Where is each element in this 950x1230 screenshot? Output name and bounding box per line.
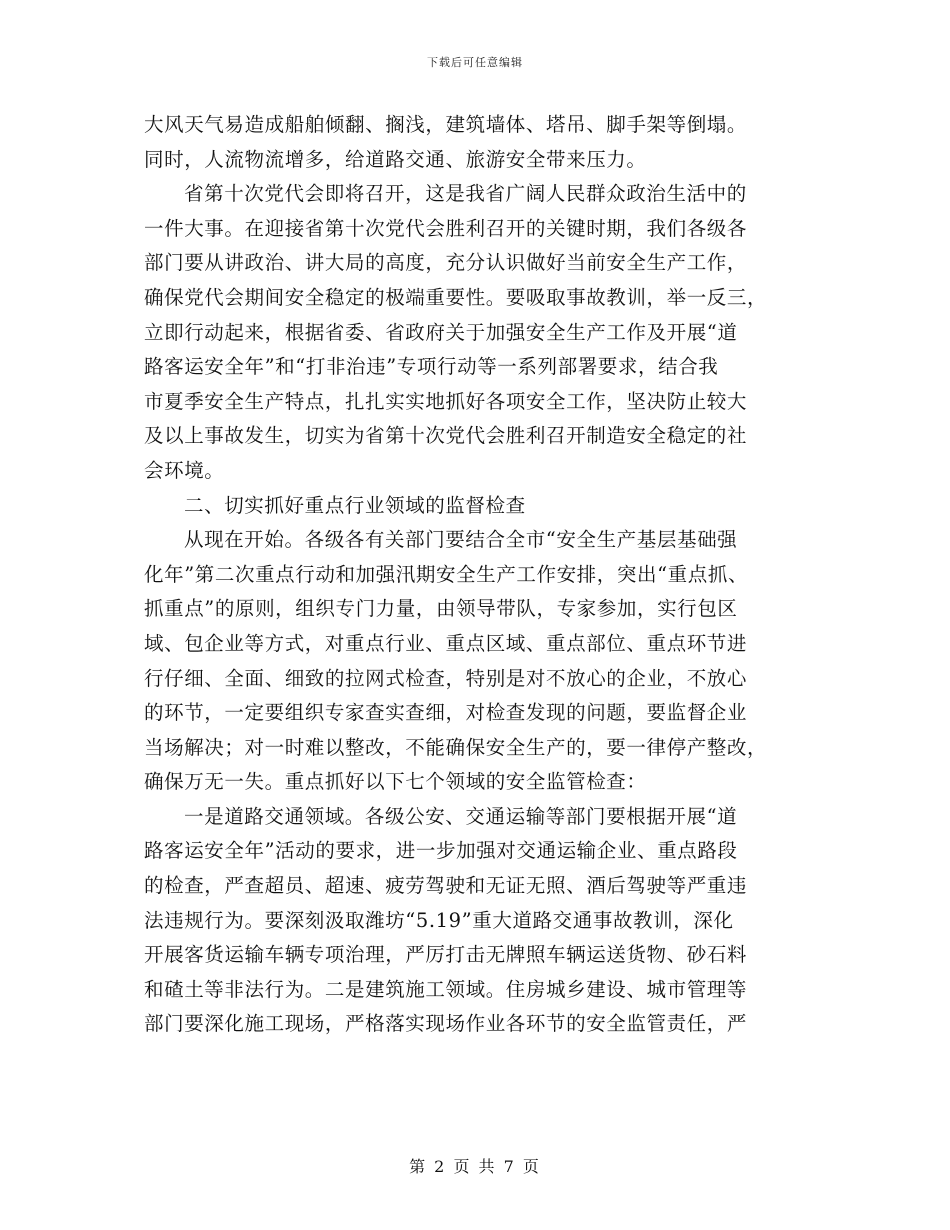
text-line: 会环境。	[144, 458, 225, 482]
text-line: 省第十次党代会即将召开，这是我省广阔人民群众政治生活中的	[184, 182, 747, 206]
text-line: 当场解决；对一时难以整改，不能确保安全生产的，要一律停产整改，	[144, 735, 768, 759]
text-line: 市夏季安全生产特点，扎扎实实地抓好各项安全工作，坚决防止较大	[144, 389, 748, 413]
page-footer: 第 2 页 共 7 页	[409, 1157, 541, 1176]
text-line: 路客运安全年”和“打非治违”专项行动等一系列部署要求，结合我	[144, 355, 719, 379]
text-line: 化年”第二次重点行动和加强汛期安全生产工作安排，突出“重点抓、	[144, 562, 749, 586]
text-line: 立即行动起来，根据省委、省政府关于加强安全生产工作及开展“道	[144, 320, 738, 344]
text-line: 和碴土等非法行为。二是建筑施工领域。住房城乡建设、城市管理等	[144, 977, 748, 1001]
text-line: 确保万无一失。重点抓好以下七个领域的安全监管检查：	[144, 770, 647, 794]
text-line: 一是道路交通领域。各级公安、交通运输等部门要根据开展“道	[184, 804, 738, 828]
text-line: 的检查，严查超员、超速、疲劳驾驶和无证无照、酒后驾驶等严重违	[144, 874, 748, 898]
text-line: 路客运安全年”活动的要求，进一步加强对交通运输企业、重点路段	[144, 839, 738, 863]
text-line: 确保党代会期间安全稳定的极端重要性。要吸取事故教训，举一反三，	[144, 285, 768, 309]
page-header: 下载后可任意编辑	[427, 56, 523, 69]
text-line: 行仔细、全面、细致的拉网式检查，特别是对不放心的企业，不放心	[144, 666, 748, 690]
text-line: 二、切实抓好重点行业领域的监督检查	[184, 493, 526, 517]
text-line: 同时，人流物流增多，给道路交通、旅游安全带来压力。	[144, 147, 647, 171]
text-line: 从现在开始。各级各有关部门要结合全市“安全生产基层基础强	[184, 528, 738, 552]
text-line: 域、包企业等方式，对重点行业、重点区域、重点部位、重点环节进	[144, 631, 748, 655]
document-body	[144, 108, 806, 1042]
text-line: 法违规行为。要深刻汲取潍坊“5.19”重大道路交通事故教训，深化	[144, 908, 734, 932]
text-line: 大风天气易造成船舶倾翻、搁浅，建筑墙体、塔吊、脚手架等倒塌。	[144, 113, 748, 136]
text-line: 一件大事。在迎接省第十次党代会胜利召开的关键时期，我们各级各	[144, 216, 748, 240]
text-line: 抓重点”的原则，组织专门力量，由领导带队，专家参加，实行包区	[144, 597, 738, 621]
text-line: 及以上事故发生，切实为省第十次党代会胜利召开制造安全稳定的社	[144, 424, 748, 448]
text-line: 的环节，一定要组织专家查实查细，对检查发现的问题，要监督企业	[144, 701, 748, 725]
text-line: 部门要深化施工现场，严格落实现场作业各环节的安全监管责任，严	[144, 1012, 748, 1036]
text-line: 部门要从讲政治、讲大局的高度，充分认识做好当前安全生产工作，	[144, 251, 748, 275]
text-line: 开展客货运输车辆专项治理，严厉打击无牌照车辆运送货物、砂石料	[144, 943, 748, 967]
